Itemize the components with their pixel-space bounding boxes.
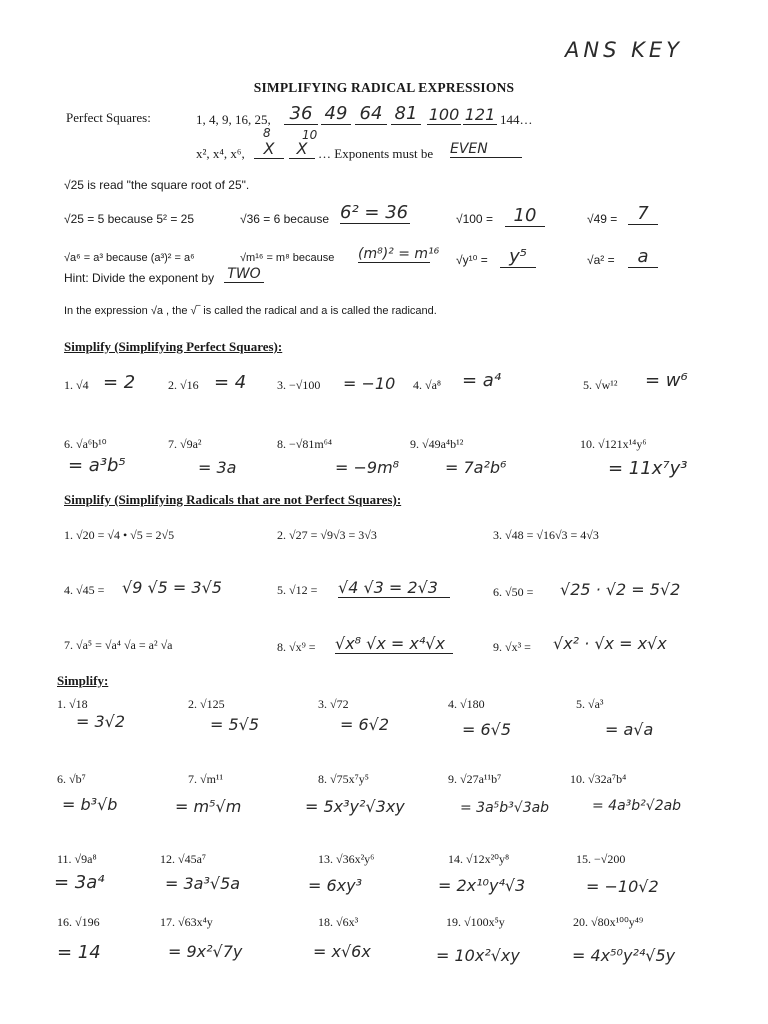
problem-question: 5. √12 = xyxy=(277,583,318,597)
example-4: √49 = xyxy=(587,212,618,226)
problem-question: 9. √27a¹¹b⁷ xyxy=(448,772,502,786)
problem-answer: = 6√5 xyxy=(462,720,512,739)
example-6: √m¹⁶ = m⁸ because xyxy=(240,252,335,264)
problem-question: 8. √75x⁷y⁵ xyxy=(318,772,369,786)
problem-answer: = a√a xyxy=(605,720,654,739)
problem-question: 5. √w¹² xyxy=(583,378,618,392)
problem-question: 6. √a⁶b¹⁰ xyxy=(64,437,107,451)
exponent-answer: X xyxy=(289,139,315,159)
problem-answer: = 5x³y²√3xy xyxy=(305,797,405,816)
problem-question: 10. √121x¹⁴y⁶ xyxy=(580,437,647,451)
problem-answer: = 4x⁵⁰y²⁴√5y xyxy=(572,946,676,965)
problem-answer: = 14 xyxy=(57,942,101,963)
problem-answer: = b³√b xyxy=(62,795,118,814)
problem-question: 2. √16 xyxy=(168,378,199,392)
square-answer: 100 xyxy=(428,105,460,124)
problem-question: 3. −√100 xyxy=(277,378,321,392)
problem-question: 17. √63x⁴y xyxy=(160,915,213,929)
perfect-squares-label: Perfect Squares: xyxy=(66,110,151,125)
problem-question: 7. √m¹¹ xyxy=(188,772,224,786)
problem-answer: = 4a³b²√2ab xyxy=(592,798,682,814)
problem-answer: = 9x²√7y xyxy=(168,942,243,961)
problem-question: 14. √12x²⁰y⁸ xyxy=(448,852,510,866)
square-answer: 81 xyxy=(391,103,421,125)
example-2: √36 = 6 because xyxy=(240,212,329,226)
problem-question: 4. √a⁸ xyxy=(413,378,442,392)
problem-question: 9. √x³ = xyxy=(493,640,531,654)
problem-question: 1. √18 xyxy=(57,697,88,711)
problem-question: 12. √45a⁷ xyxy=(160,852,207,866)
problem-answer: √4 √3 = 2√3 xyxy=(338,578,450,598)
read-line: √25 is read "the square root of 25". xyxy=(64,178,250,192)
section-heading-perfect-squares: Simplify (Simplifying Perfect Squares): xyxy=(64,339,283,354)
exponent-answer: X xyxy=(254,139,284,159)
problem-answer: = 2 xyxy=(103,372,136,393)
problem-answer: = 3a⁵b³√3ab xyxy=(460,800,550,816)
problem-question: 1. √4 xyxy=(64,378,89,392)
example-8-answer: a xyxy=(628,246,658,268)
problem-answer: = 10x²√xy xyxy=(436,946,520,965)
problem-answer: = 2x¹⁰y⁴√3 xyxy=(438,876,526,895)
problem-question: 5. √a³ xyxy=(576,697,604,711)
section-heading-simplify: Simplify: xyxy=(57,673,109,688)
exponent-tail: … Exponents must be xyxy=(318,146,434,161)
problem-answer: √x⁸ √x = x⁴√x xyxy=(335,634,453,654)
problem-answer: = −10 xyxy=(343,374,396,393)
problem-question: 7. √a⁵ = √a⁴ √a = a² √a xyxy=(64,638,173,652)
problem-answer: = 3a³√5a xyxy=(165,874,241,893)
radicand-line: In the expression √a , the √‾ is called the radical and a is called the radicand. xyxy=(64,305,437,317)
example-7-answer: y⁵ xyxy=(500,246,536,268)
example-5: √a⁶ = a³ because (a³)² = a⁶ xyxy=(64,252,195,264)
problem-answer: = m⁵√m xyxy=(175,797,242,816)
problem-answer: = a³b⁵ xyxy=(68,455,126,476)
problem-question: 8. √x⁹ = xyxy=(277,640,316,654)
problem-question: 9. √49a⁴b¹² xyxy=(410,437,464,451)
problem-answer: = 6√2 xyxy=(340,715,390,734)
problem-answer: = 4 xyxy=(214,372,247,393)
hint-text: Hint: Divide the exponent by xyxy=(64,271,215,285)
perfect-squares-given: 1, 4, 9, 16, 25, xyxy=(196,112,271,127)
square-answer: 36 xyxy=(284,103,318,125)
problem-answer: = 3√2 xyxy=(76,712,126,731)
problem-answer: = w⁶ xyxy=(645,370,688,391)
problem-answer: √9 √5 = 3√5 xyxy=(122,578,222,597)
square-answer: 121 xyxy=(464,105,496,124)
problem-answer: = a⁴ xyxy=(462,370,502,391)
page-title: SIMPLIFYING RADICAL EXPRESSIONS xyxy=(253,80,515,95)
problem-question: 6. √50 = xyxy=(493,585,534,599)
problem-question: 6. √b⁷ xyxy=(57,772,86,786)
exponent-over: 10 xyxy=(302,128,318,142)
problem-question: 1. √20 = √4 • √5 = 2√5 xyxy=(64,528,175,542)
section-heading-non-perfect: Simplify (Simplifying Radicals that are not Perfect Squares): xyxy=(64,492,402,507)
example-2-answer: 6² = 36 xyxy=(340,202,409,223)
square-answer: 64 xyxy=(355,103,387,125)
problem-answer: = 7a²b⁶ xyxy=(445,458,507,477)
problem-question: 20. √80x¹⁰⁰y⁴⁹ xyxy=(573,915,644,929)
problem-question: 13. √36x²y⁶ xyxy=(318,852,375,866)
exponent-over: 8 xyxy=(263,126,271,140)
problem-question: 2. √27 = √9√3 = 3√3 xyxy=(277,528,377,542)
problem-answer: = 11x⁷y³ xyxy=(608,458,688,479)
problem-answer: = 3a⁴ xyxy=(54,872,105,893)
exponent-line: x², x⁴, x⁶, xyxy=(196,146,245,161)
problem-question: 8. −√81m⁶⁴ xyxy=(277,437,333,451)
problem-question: 15. −√200 xyxy=(576,852,626,866)
problem-question: 16. √196 xyxy=(57,915,100,929)
problem-question: 2. √125 xyxy=(188,697,225,711)
problem-question: 3. √72 xyxy=(318,697,349,711)
problem-question: 10. √32a⁷b⁴ xyxy=(570,772,627,786)
example-4-answer: 7 xyxy=(628,203,658,225)
example-8: √a² = xyxy=(587,253,615,267)
example-1: √25 = 5 because 5² = 25 xyxy=(64,212,195,226)
problem-question: 19. √100x⁵y xyxy=(446,915,505,929)
even-answer: EVEN xyxy=(450,141,522,158)
problem-question: 11. √9a⁸ xyxy=(57,852,97,866)
problem-answer: = 6xy³ xyxy=(308,876,363,895)
example-3: √100 = xyxy=(456,212,493,226)
example-6-answer: (m⁸)² = m¹⁶ xyxy=(358,246,440,262)
problem-answer: = −10√2 xyxy=(586,877,659,896)
problem-question: 3. √48 = √16√3 = 4√3 xyxy=(493,528,599,542)
perfect-squares-tail: 144… xyxy=(500,112,533,127)
problem-answer: = 3a xyxy=(198,458,237,477)
example-3-answer: 10 xyxy=(505,205,545,227)
problem-answer: = x√6x xyxy=(313,942,371,961)
example-7: √y¹⁰ = xyxy=(456,253,488,267)
problem-answer: √25 · √2 = 5√2 xyxy=(560,580,681,599)
problem-question: 7. √9a² xyxy=(168,437,202,451)
hint-answer: TWO xyxy=(224,266,264,283)
problem-question: 4. √180 xyxy=(448,697,485,711)
problem-answer: = 5√5 xyxy=(210,715,260,734)
square-answer: 49 xyxy=(321,103,351,125)
problem-answer: √x² · √x = x√x xyxy=(553,634,667,653)
problem-question: 4. √45 = xyxy=(64,583,105,597)
ans-key-note: ANS KEY xyxy=(565,38,683,62)
problem-question: 18. √6x³ xyxy=(318,915,359,929)
problem-answer: = −9m⁸ xyxy=(335,458,400,477)
